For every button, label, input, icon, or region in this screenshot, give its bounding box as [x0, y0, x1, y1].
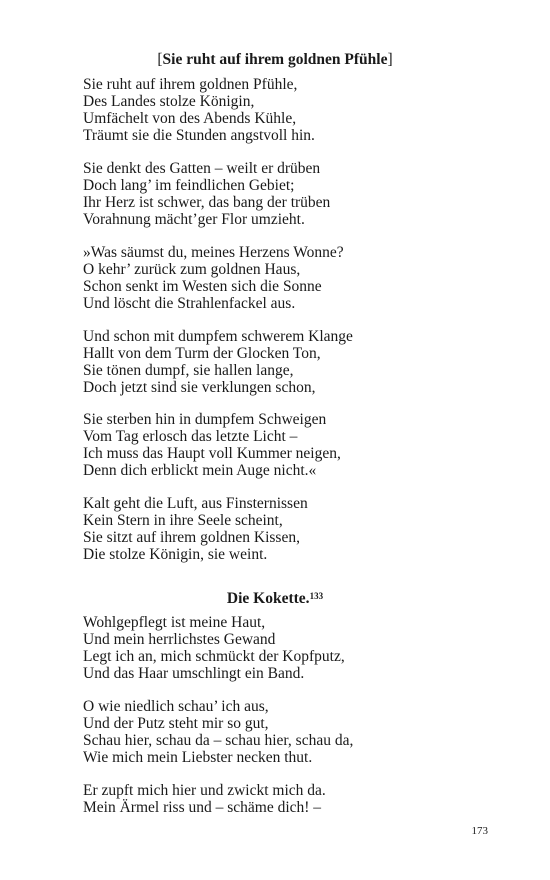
stanza-1-3: [83, 244, 523, 312]
verse-line: Doch jetzt sind sie verklungen schon,: [83, 379, 316, 396]
stanza-2-2: [83, 698, 523, 766]
verse-line: Und schon mit dumpfem schwerem Klange: [83, 328, 353, 345]
poem-title-2-text: Die Kokette.: [226, 590, 310, 607]
verse-line: Denn dich erblickt mein Auge nicht.«: [83, 462, 317, 479]
verse-line: Und löscht die Strahlenfackel aus.: [83, 295, 296, 312]
verse-line: Wie mich mein Liebster necken thut.: [83, 749, 313, 766]
verse-line: Mein Ärmel riss und – schäme dich! –: [83, 799, 322, 816]
verse-line: Sie denkt des Gatten – weilt er drüben: [83, 160, 321, 177]
verse-line: Sie tönen dumpf, sie hallen lange,: [83, 362, 294, 379]
stanza-1-6: [83, 495, 523, 563]
verse-line: Kalt geht die Luft, aus Finsternissen: [83, 495, 308, 512]
verse-line: Sie sitzt auf ihrem goldnen Kissen,: [83, 529, 300, 546]
verse-line: Sie ruht auf ihrem goldnen Pfühle,: [83, 76, 298, 93]
stanza-1-1: [83, 76, 523, 144]
poem-title-1-text: Sie ruht auf ihrem goldnen Pfühle: [162, 51, 388, 68]
verse-line: Und mein herrlichstes Gewand: [83, 631, 276, 648]
verse-line: Die stolze Königin, sie weint.: [83, 546, 268, 563]
verse-line: Er zupft mich hier und zwickt mich da.: [83, 782, 326, 799]
stanza-1-5: [83, 411, 523, 479]
verse-line: Träumt sie die Stunden angstvoll hin.: [83, 127, 315, 144]
stanza-2-1: [83, 614, 523, 682]
verse-line: Schon senkt im Westen sich die Sonne: [83, 278, 322, 295]
title-bracket-close: ]: [387, 51, 393, 68]
poem-title-2: [0, 589, 550, 609]
stanza-1-4: [83, 328, 523, 396]
verse-line: Vom Tag erlosch das letzte Licht –: [83, 428, 298, 445]
verse-line: Ich muss das Haupt voll Kummer neigen,: [83, 445, 341, 462]
verse-line: Hallt von dem Turm der Glocken Ton,: [83, 345, 321, 362]
verse-line: Legt ich an, mich schmückt der Kopfputz,: [83, 648, 345, 665]
verse-line: Kein Stern in ihre Seele scheint,: [83, 512, 283, 529]
poem-title-1: [0, 50, 550, 70]
verse-line: Sie sterben hin in dumpfem Schweigen: [83, 411, 327, 428]
verse-line: O kehr’ zurück zum goldnen Haus,: [83, 261, 301, 278]
verse-line: Doch lang’ im feindlichen Gebiet;: [83, 177, 295, 194]
verse-line: Umfächelt von des Abends Kühle,: [83, 110, 297, 127]
verse-line: »Was säumst du, meines Herzens Wonne?: [83, 244, 344, 261]
footnote-reference: 133: [309, 591, 324, 601]
verse-line: Und das Haar umschlingt ein Band.: [83, 665, 305, 682]
page-number: 173: [471, 825, 488, 837]
verse-line: Ihr Herz ist schwer, das bang der trüben: [83, 194, 331, 211]
verse-line: Vorahnung mächt’ger Flor umzieht.: [83, 211, 305, 228]
stanza-1-2: [83, 160, 523, 228]
verse-line: O wie niedlich schau’ ich aus,: [83, 698, 269, 715]
title-bracket-open: [: [157, 51, 163, 68]
verse-line: Schau hier, schau da – schau hier, schau da,: [83, 732, 354, 749]
verse-line: Des Landes stolze Königin,: [83, 93, 255, 110]
verse-line: Und der Putz steht mir so gut,: [83, 715, 269, 732]
stanza-2-3: [83, 782, 523, 816]
verse-line: Wohlgepflegt ist meine Haut,: [83, 614, 266, 631]
